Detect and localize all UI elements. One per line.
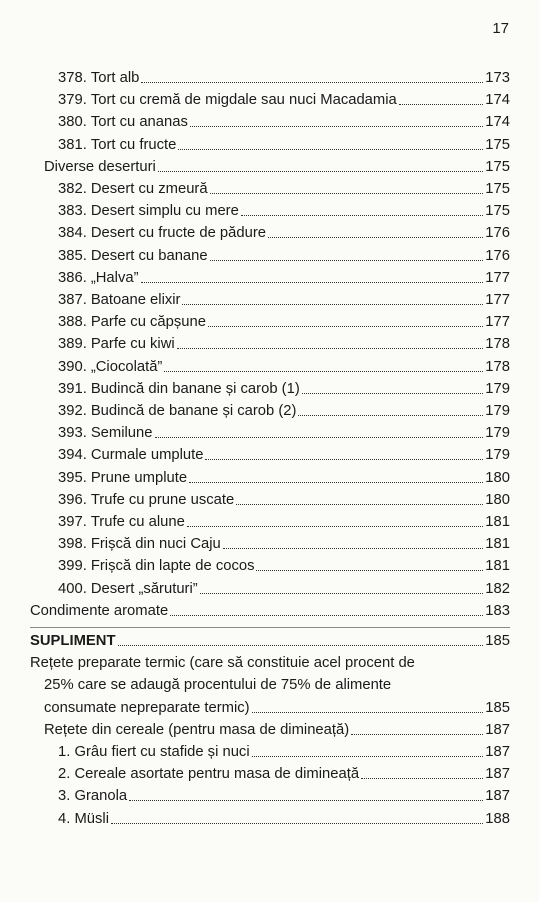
entry-number: 383. bbox=[58, 203, 87, 220]
entry-page-number: 176 bbox=[485, 247, 510, 264]
dot-leader bbox=[190, 126, 483, 127]
dot-leader bbox=[298, 415, 483, 416]
toc-entry[interactable] bbox=[58, 90, 510, 110]
entry-title: Desert simplu cu mere bbox=[90, 203, 239, 220]
entry-number: 381. bbox=[58, 136, 87, 153]
entry-title: Batoane elixir bbox=[90, 292, 181, 308]
entry-title: Tort cu cremă de migdale sau nuci Macadamia bbox=[90, 92, 397, 109]
entry-number: 400. bbox=[58, 580, 87, 597]
dot-leader bbox=[189, 482, 483, 483]
entry-number: 392. bbox=[58, 403, 87, 419]
entry-title: Rețete din cereale (pentru masa de dimineață) bbox=[44, 721, 350, 738]
entry-page-number: 177 bbox=[485, 314, 510, 331]
toc-entry[interactable] bbox=[58, 112, 510, 132]
toc-entry[interactable] bbox=[58, 512, 510, 532]
page-number: 17 bbox=[492, 20, 509, 37]
toc-entry[interactable] bbox=[58, 490, 510, 510]
entry-title: Tort alb bbox=[90, 70, 140, 86]
entry-number: 390. bbox=[58, 358, 87, 375]
toc-entry[interactable] bbox=[58, 357, 510, 377]
dot-leader bbox=[361, 778, 483, 779]
entry-title: Tort cu fructe bbox=[90, 136, 177, 153]
dot-leader bbox=[256, 570, 483, 571]
dot-leader bbox=[302, 393, 484, 394]
dot-leader bbox=[178, 149, 483, 150]
entry-title: Budincă de banane și carob (2) bbox=[90, 403, 297, 419]
entry-title: 2. Cereale asortate pentru masa de dimineață bbox=[58, 766, 360, 783]
section-divider bbox=[30, 627, 510, 628]
entry-page-number: 177 bbox=[485, 269, 510, 286]
toc-entry[interactable] bbox=[58, 334, 510, 354]
entry-page-number: 187 bbox=[485, 766, 510, 783]
toc-supliment[interactable] bbox=[30, 631, 510, 651]
entry-number: 379. bbox=[58, 92, 87, 109]
entry-title: Semilune bbox=[90, 425, 153, 442]
dot-leader bbox=[236, 504, 483, 505]
entry-title: Diverse deserturi bbox=[44, 158, 156, 175]
entry-page-number: 180 bbox=[485, 491, 510, 508]
entry-number: 388. bbox=[58, 314, 87, 331]
toc-entry[interactable] bbox=[58, 68, 510, 88]
entry-page-number: 181 bbox=[485, 514, 510, 530]
dot-leader bbox=[118, 645, 484, 646]
entry-page-number: 187 bbox=[485, 788, 510, 805]
dot-leader bbox=[164, 371, 483, 372]
entry-title: 1. Grâu fiert cu stafide și nuci bbox=[58, 744, 250, 760]
entry-title: Desert cu fructe de pădure bbox=[90, 225, 267, 242]
dot-leader bbox=[111, 823, 483, 824]
dot-leader bbox=[241, 215, 483, 216]
dot-leader bbox=[351, 734, 483, 735]
toc-entry[interactable] bbox=[58, 135, 510, 155]
dot-leader bbox=[187, 526, 483, 527]
entry-page-number: 185 bbox=[485, 699, 510, 716]
entry-page-number: 182 bbox=[485, 580, 510, 597]
entry-title: Desert „săruturi” bbox=[90, 580, 198, 597]
toc-entry[interactable] bbox=[44, 720, 510, 740]
dot-leader bbox=[210, 260, 484, 261]
toc-entry[interactable] bbox=[44, 698, 510, 718]
entry-title: 4. Müsli bbox=[58, 810, 109, 827]
toc-entry[interactable] bbox=[58, 786, 510, 806]
dot-leader bbox=[399, 104, 484, 105]
toc-entry[interactable] bbox=[58, 223, 510, 243]
entry-title: Prune umplute bbox=[90, 469, 188, 486]
entry-title: Curmale umplute bbox=[90, 447, 204, 464]
entry-title: Desert cu zmeură bbox=[90, 181, 208, 197]
entry-title: Frișcă din nuci Caju bbox=[90, 536, 221, 553]
entry-page-number: 187 bbox=[485, 744, 510, 760]
entry-page-number: 183 bbox=[485, 602, 510, 619]
entry-title: consumate nepreparate termic) bbox=[44, 699, 250, 716]
dot-leader bbox=[208, 326, 483, 327]
entry-title-line: 25% care se adaugă procentului de 75% de alimente bbox=[44, 677, 392, 694]
entry-number: 378. bbox=[58, 70, 87, 86]
entry-page-number: 180 bbox=[485, 469, 510, 486]
entry-page-number: 173 bbox=[485, 70, 510, 86]
dot-leader bbox=[170, 615, 483, 616]
toc-section[interactable] bbox=[44, 157, 510, 177]
dot-leader bbox=[129, 800, 483, 801]
dot-leader bbox=[177, 348, 484, 349]
entry-title: Condimente aromate bbox=[30, 602, 169, 619]
entry-number: 394. bbox=[58, 447, 87, 464]
entry-page-number: 175 bbox=[485, 181, 510, 197]
entry-title: Desert cu banane bbox=[90, 247, 208, 264]
dot-leader bbox=[155, 437, 484, 438]
entry-title: „Ciocolată” bbox=[90, 358, 163, 375]
entry-page-number: 174 bbox=[485, 92, 510, 109]
toc-entry[interactable] bbox=[58, 312, 510, 332]
toc-entry[interactable] bbox=[58, 445, 510, 465]
entry-number: 382. bbox=[58, 181, 87, 197]
entry-page-number: 176 bbox=[485, 225, 510, 242]
dot-leader bbox=[252, 712, 484, 713]
entry-number: 393. bbox=[58, 425, 87, 442]
toc-entry[interactable] bbox=[58, 423, 510, 443]
entry-page-number: 179 bbox=[485, 380, 510, 397]
toc-entry[interactable] bbox=[58, 268, 510, 288]
entry-number: 397. bbox=[58, 514, 87, 530]
entry-number: 395. bbox=[58, 469, 87, 486]
dot-leader bbox=[268, 237, 483, 238]
entry-title: „Halva” bbox=[90, 269, 139, 286]
entry-page-number: 178 bbox=[485, 358, 510, 375]
entry-number: 396. bbox=[58, 491, 87, 508]
toc-entry[interactable] bbox=[58, 246, 510, 266]
dot-leader bbox=[252, 756, 484, 757]
entry-page-number: 174 bbox=[485, 114, 510, 131]
toc-entry[interactable] bbox=[58, 534, 510, 554]
dot-leader bbox=[200, 593, 484, 594]
entry-page-number: 175 bbox=[485, 203, 510, 220]
entry-page-number: 179 bbox=[485, 403, 510, 419]
toc-entry[interactable] bbox=[58, 764, 510, 784]
entry-page-number: 187 bbox=[485, 721, 510, 738]
entry-page-number: 175 bbox=[485, 158, 510, 175]
dot-leader bbox=[182, 304, 483, 305]
entry-page-number: 179 bbox=[485, 447, 510, 464]
entry-title: Trufe cu alune bbox=[90, 514, 185, 530]
entry-page-number: 179 bbox=[485, 425, 510, 442]
toc-entry[interactable] bbox=[58, 179, 510, 199]
entry-title: Budincă din banane și carob (1) bbox=[90, 380, 300, 397]
toc-entry[interactable] bbox=[58, 401, 510, 421]
entry-number: 384. bbox=[58, 225, 87, 242]
toc-entry[interactable] bbox=[58, 579, 510, 599]
dot-leader bbox=[158, 171, 483, 172]
entry-page-number: 185 bbox=[485, 633, 510, 649]
dot-leader bbox=[141, 82, 483, 83]
entry-title: Frișcă din lapte de cocos bbox=[90, 558, 255, 575]
entry-number: 380. bbox=[58, 114, 87, 131]
entry-title: Trufe cu prune uscate bbox=[90, 491, 235, 508]
toc-entry[interactable] bbox=[58, 556, 510, 576]
entry-title: Tort cu ananas bbox=[90, 114, 188, 131]
entry-number: 391. bbox=[58, 380, 87, 397]
toc-section[interactable] bbox=[30, 601, 510, 621]
entry-page-number: 175 bbox=[485, 136, 510, 153]
entry-page-number: 178 bbox=[485, 336, 510, 353]
entry-number: 389. bbox=[58, 336, 87, 353]
entry-page-number: 177 bbox=[485, 292, 510, 308]
toc-entry[interactable] bbox=[58, 379, 510, 399]
entry-page-number: 188 bbox=[485, 810, 510, 827]
entry-number: 386. bbox=[58, 269, 87, 286]
entry-number: 387. bbox=[58, 292, 87, 308]
entry-page-number: 181 bbox=[485, 536, 510, 553]
toc-entry[interactable] bbox=[58, 809, 510, 829]
dot-leader bbox=[205, 459, 483, 460]
dot-leader bbox=[210, 193, 484, 194]
entry-title: 3. Granola bbox=[58, 788, 128, 805]
dot-leader bbox=[223, 548, 484, 549]
dot-leader bbox=[141, 282, 484, 283]
entry-title: Parfe cu căpșune bbox=[90, 314, 206, 331]
toc-entry[interactable] bbox=[58, 290, 510, 310]
entry-number: 398. bbox=[58, 536, 87, 553]
toc-entry[interactable] bbox=[58, 742, 510, 762]
toc-entry[interactable] bbox=[58, 201, 510, 221]
entry-number: 399. bbox=[58, 558, 87, 575]
entry-page-number: 181 bbox=[485, 558, 510, 575]
entry-title-line: Rețete preparate termic (care să constituie acel procent de bbox=[30, 655, 415, 672]
toc-entry[interactable] bbox=[58, 468, 510, 488]
entry-title: Parfe cu kiwi bbox=[90, 336, 175, 353]
entry-title: SUPLIMENT bbox=[30, 633, 116, 649]
entry-number: 385. bbox=[58, 247, 87, 264]
